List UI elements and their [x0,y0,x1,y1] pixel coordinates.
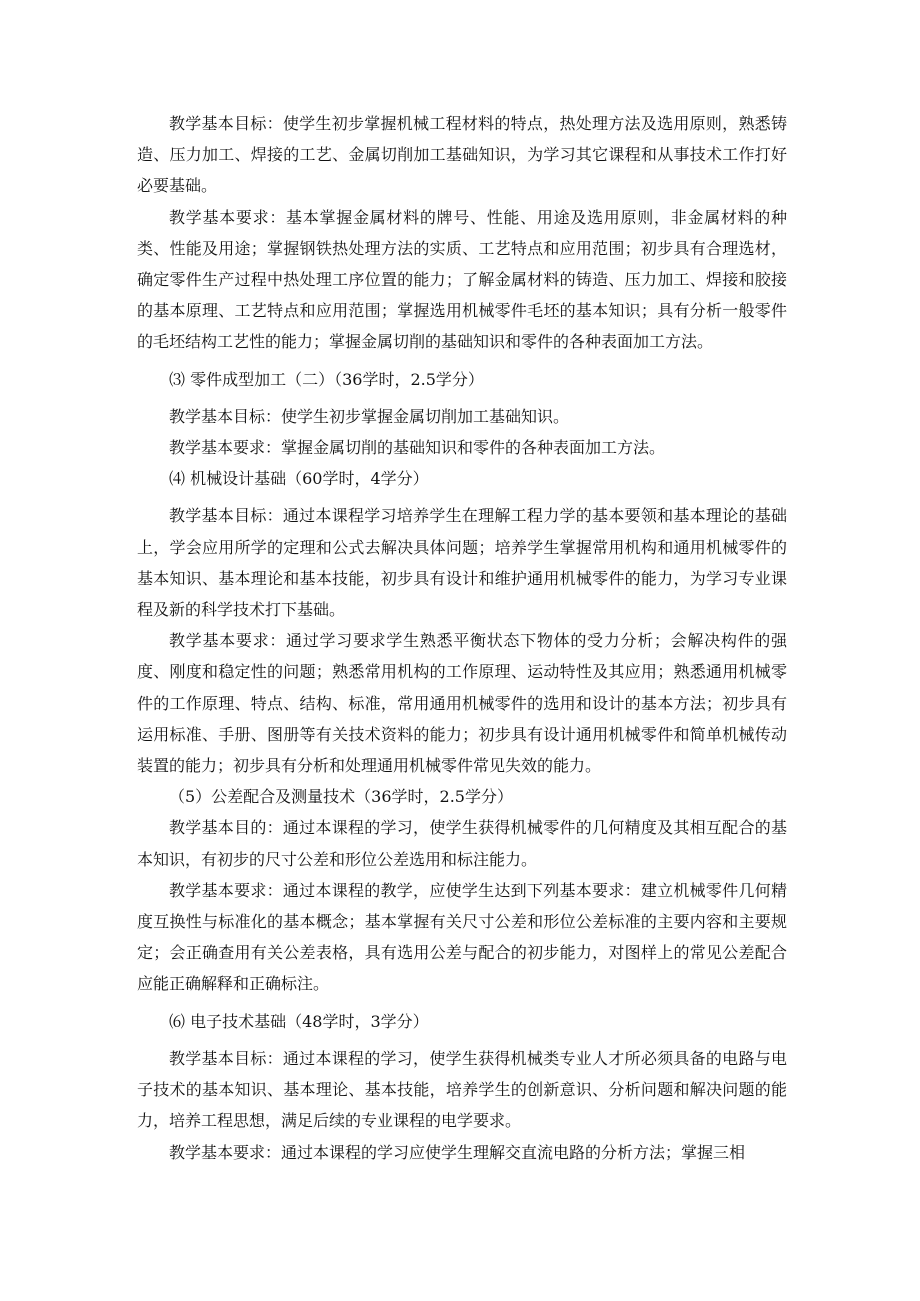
section-heading-electronics: ⑹ 电子技术基础（48学时，3学分） [169,1011,429,1031]
paragraph-material-requirement: 教学基本要求：基本掌握金属材料的牌号、性能、用途及选用原则，非金属材料的种类、性能及用途；掌握钢铁热处理方法的实质、工艺特点和应用范围；初步具有合理选材，确定零件生产过程中热处理工序位置的能力；了解金属材料的铸造、压力加工、焊接和胶接的基本原理、工艺特点和应用范围；掌握选用机械零件毛坯的基本知识；具有分析一般零件的毛坯结构工艺性的能力；掌握金属切削的基础知识和零件的各种表面加工方法。 [137,207,787,352]
section-heading-mechanical-design: ⑷ 机械设计基础（60学时，4学分） [169,469,429,489]
paragraph-design-requirement: 教学基本要求：通过学习要求学生熟悉平衡状态下物体的受力分析；会解决构件的强度、刚度和稳定性的问题；熟悉常用机构的工作原理、运动特性及其应用；熟悉通用机械零件的工作原理、特点、结构、标准，常用通用机械零件的选用和设计的基本方法；初步具有运用标准、手册、图册等有关技术资料的能力；初步具有设计通用机械零件和简单机械传动装置的能力；初步具有分析和处理通用机械零件常见失效的能力。 [137,631,787,776]
paragraph-tolerance-goal: 教学基本目的：通过本课程的学习，使学生获得机械零件的几何精度及其相互配合的基本知识，有初步的尺寸公差和形位公差选用和标注能力。 [137,818,787,869]
section-heading-forming-2: ⑶ 零件成型加工（二）（36学时，2.5学分） [169,369,484,389]
paragraph-design-goal: 教学基本目标：通过本课程学习培养学生在理解工程力学的基本要领和基本理论的基础上，学会应用所学的定理和公式去解决具体问题；培养学生掌握常用机构和通用机械零件的基本知识、基本理论和基本技能，初步具有设计和维护通用机械零件的能力，为学习专业课程及新的科学技术打下基础。 [137,506,787,620]
paragraph-forming-requirement: 教学基本要求：掌握金属切削的基础知识和零件的各种表面加工方法。 [169,438,666,458]
paragraph-electronics-goal: 教学基本目标：通过本课程的学习，使学生获得机械类专业人才所必须具备的电路与电子技术的基本知识、基本理论、基本技能，培养学生的创新意识、分析问题和解决问题的能力，培养工程思想，满足后续的专业课程的电学要求。 [137,1048,787,1131]
section-heading-tolerance: （5）公差配合及测量技术（36学时，2.5学分） [169,787,513,807]
paragraph-tolerance-requirement: 教学基本要求：通过本课程的教学，应使学生达到下列基本要求：建立机械零件几何精度互换性与标准化的基本概念；基本掌握有关尺寸公差和形位公差标准的主要内容和主要规定；会正确查用有关公差表格，具有选用公差与配合的初步能力，对图样上的常见公差配合应能正确解释和正确标注。 [137,880,787,994]
paragraph-electronics-requirement: 教学基本要求：通过本课程的学习应使学生理解交直流电路的分析方法；掌握三相 [169,1142,746,1162]
paragraph-material-goal: 教学基本目标：使学生初步掌握机械工程材料的特点，热处理方法及选用原则，熟悉铸造、压力加工、焊接的工艺、金属切削加工基础知识，为学习其它课程和从事技术工作打好必要基础。 [137,114,787,196]
document-page [137,108,787,1168]
paragraph-forming-goal: 教学基本目标：使学生初步掌握金属切削加工基础知识。 [169,406,570,426]
